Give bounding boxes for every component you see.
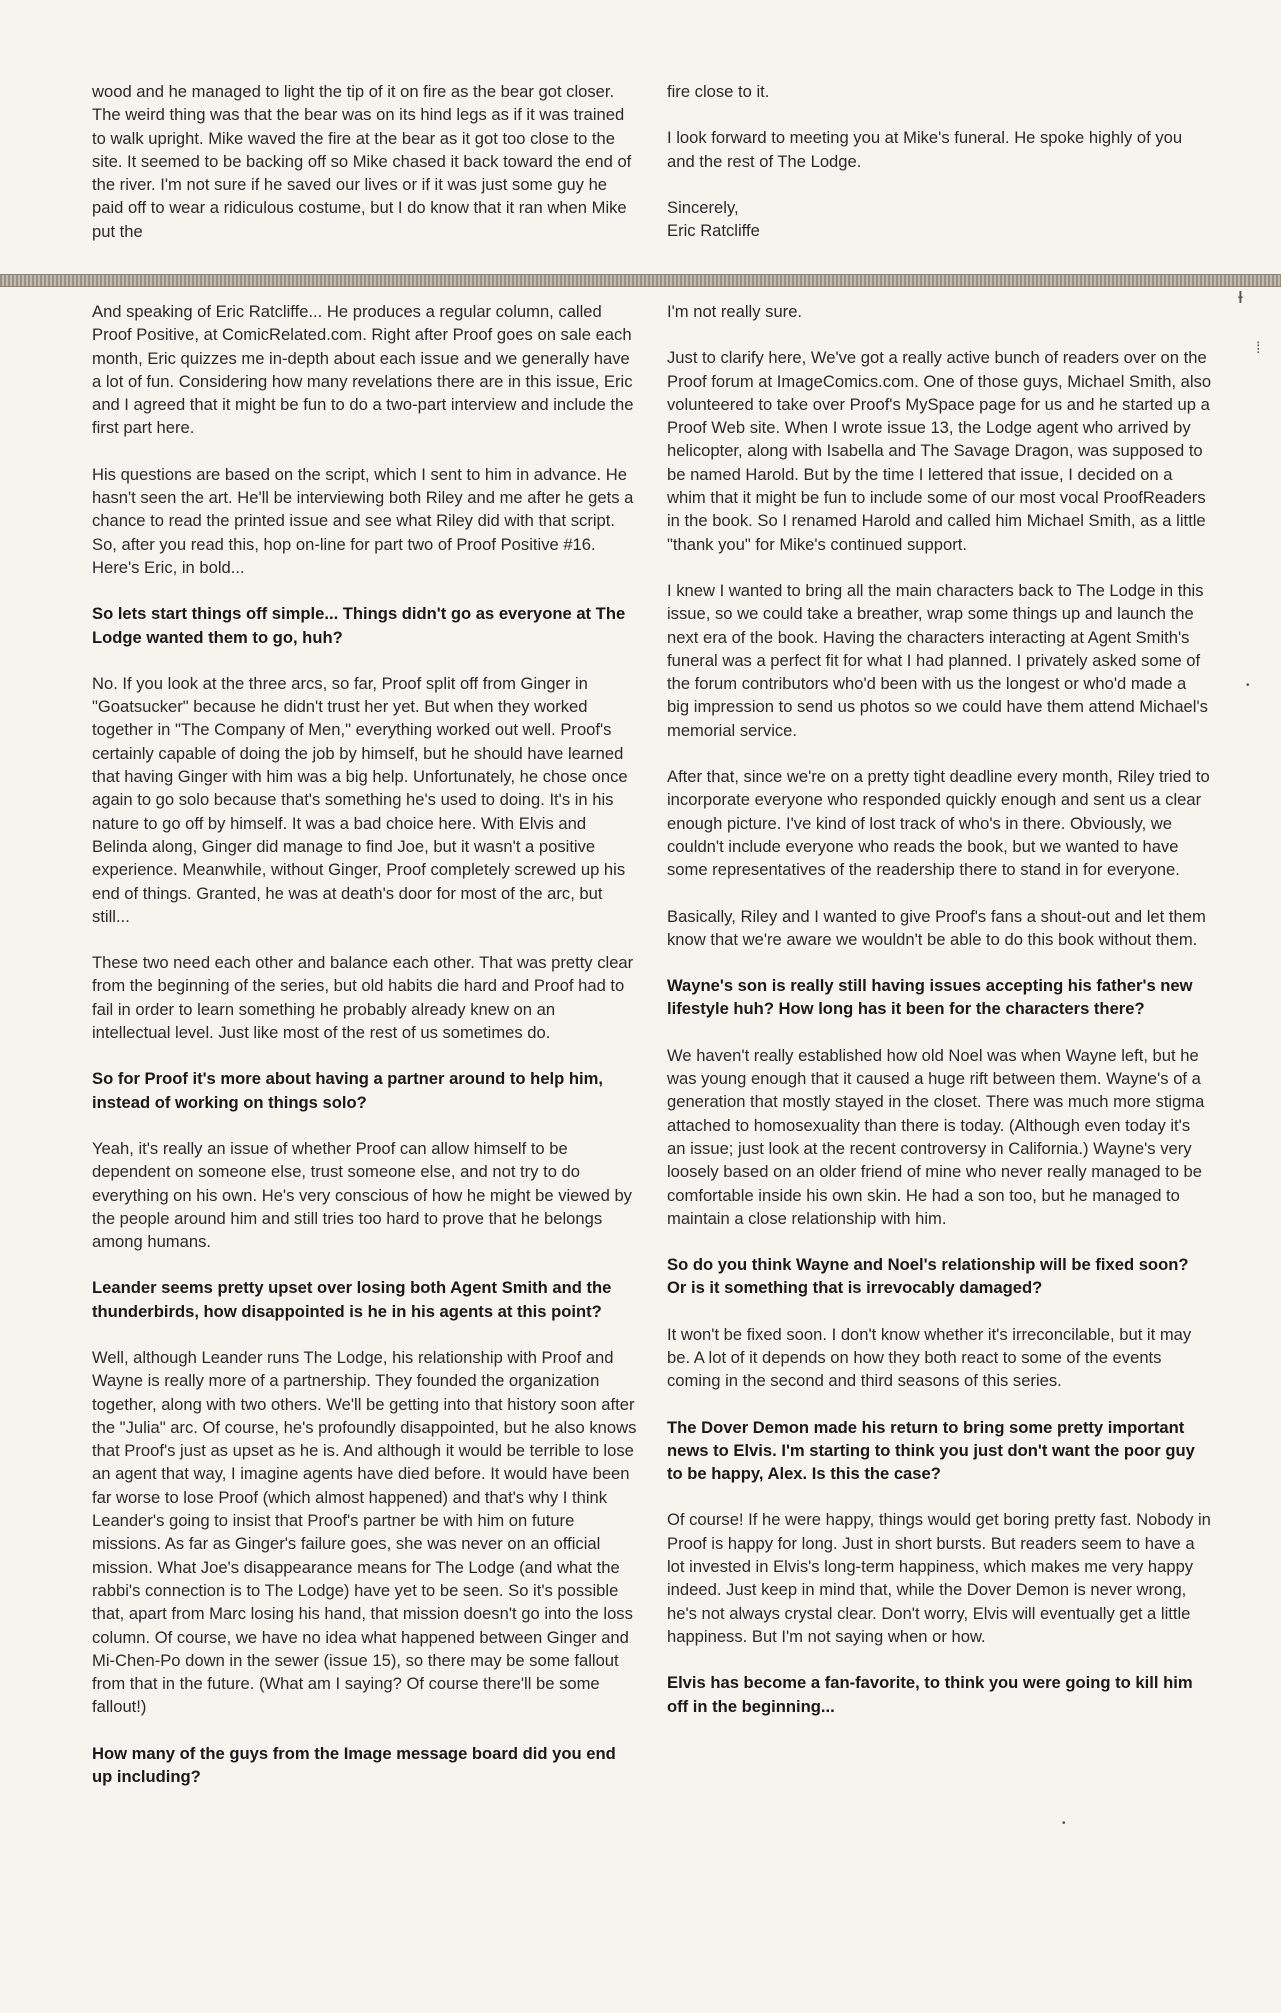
letter-paragraph: wood and he managed to light the tip of it on fire as the bear got closer. The weird thing was that the bear was on its hind legs as if it was trained to walk upright. Mike waved the fire at the bear as it got too close to the site. It seemed to be backing off so Mike chased it back toward the end of the river. I'm not sure if he saved our lives or if it was just some guy he paid off to wear a ridiculous costume, but I do know that it ran when Mike put the: [92, 82, 632, 241]
section-divider: [0, 274, 1281, 287]
interview-answer: No. If you look at the three arcs, so far, Proof split off from Ginger in "Goatsucker" because he didn't trust her yet. But when they worked together in "The Company of Men," everything worked out well. Proof's certainly capable of doing the job by himself, but he should have learned that having Ginger with him was a big help. Unfortunately, he chose once again to go solo because that's something he's used to doing. It's in his nature to go off by himself. It was a bad choice here. With Elvis and Belinda along, Ginger did manage to find Joe, but it wasn't a positive experience. Meanwhile, without Ginger, Proof completely screwed up his end of things. Granted, he was at death's door for most of the arc, but still...: [92, 673, 628, 926]
interview-question: So do you think Wayne and Noel's relationship will be fixed soon? Or is it something that is irrevocably damaged?: [667, 1255, 1189, 1298]
interview-left-column: [92, 300, 637, 1811]
letter-closing: Sincerely,: [667, 197, 739, 217]
interview-right-column: [667, 300, 1212, 1741]
interview-answer: I'm not really sure.: [667, 302, 803, 321]
interview-question: So lets start things off simple... Things didn't go as everyone at The Lodge wanted them to go, huh?: [92, 604, 626, 647]
interview-paragraph: And speaking of Eric Ratcliffe... He produces a regular column, called Proof Positive, at ComicRelated.com. Right after Proof goes on sale each month, Eric quizzes me in-depth about each issue and we generally have a lot of fun. Considering how many revelations there are in this issue, Eric and I agreed that it might be fun to do a two-part interview and include the first part here.: [92, 302, 634, 438]
interview-answer: Well, although Leander runs The Lodge, his relationship with Proof and Wayne is really more of a partnership. They founded the organization together, along with two others. We'll be getting into that history soon after the "Julia" arc. Of course, he's profoundly disappointed, but he also knows that Proof's just as upset as he is. And although it would be terrible to lose an agent that way, I imagine agents have died before. It would have been far worse to lose Proof (which almost happened) and that's why I think Leander's going to insist that Proof's partner be with him on future missions. As far as Ginger's failure goes, she was never on an official mission. What Joe's disappearance means for The Lodge (and what the rabbi's connection is to The Lodge) have yet to be seen. So it's possible that, apart from Marc losing his hand, that mission doesn't go into the loss column. Of course, we have no idea what happened between Ginger and Mi-Chen-Po down in the sewer (issue 15), so there may be some fallout from that in the future. (What am I saying? Of course there'll be some fallout!): [92, 1347, 637, 1717]
interview-question: The Dover Demon made his return to bring some pretty important news to Elvis. I'm starting to think you just don't want the poor guy to be happy, Alex. Is this the case?: [667, 1417, 1195, 1484]
interview-question: How many of the guys from the Image message board did you end up including?: [92, 1743, 616, 1787]
ink-mark: ᵼ: [1238, 283, 1243, 308]
interview-paragraph: His questions are based on the script, which I sent to him in advance. He hasn't seen the art. He'll be interviewing both Riley and me after he gets a chance to read the printed issue and see what Riley did with that script. So, after you read this, hop on-line for part two of Proof Positive #16. Here's Eric, in bold...: [92, 464, 634, 577]
interview-answer: I knew I wanted to bring all the main characters back to The Lodge in this issue, so we could take a breather, wrap some things up and launch the next era of the book. Having the characters interacting at Agent Smith's funeral was a perfect fit for what I had planned. I privately asked some of the forum contributors who'd been with us the longest or who'd made a big impression to send us photos so we could have them attend Michael's memorial service.: [667, 580, 1208, 740]
interview-question: Leander seems pretty upset over losing both Agent Smith and the thunderbirds, how disappointed is he in his agents at this point?: [92, 1278, 612, 1321]
interview-answer: It won't be fixed soon. I don't know whether it's irreconcilable, but it may be. A lot of it depends on how they both react to some of the events coming in the second and third seasons of this series.: [667, 1324, 1192, 1391]
interview-answer: Yeah, it's really an issue of whether Proof can allow himself to be dependent on someone else, trust someone else, and not try to do everything on his own. He's very conscious of how he might be viewed by the people around him and still tries too hard to prove that he belongs among humans.: [92, 1138, 632, 1252]
ink-dot: •: [1246, 680, 1250, 691]
interview-answer: Of course! If he were happy, things would get boring pretty fast. Nobody in Proof is happy for long. Just in short bursts. But readers seem to have a lot invested in Elvis's long-term happiness, which makes me very happy indeed. Just keep in mind that, while the Dover Demon is never wrong, he's not always crystal clear. Don't worry, Elvis will eventually get a little happiness. But I'm not saying when or how.: [667, 1510, 1211, 1646]
letter-paragraph: fire close to it.: [667, 82, 770, 101]
interview-answer: Just to clarify here, We've got a really active bunch of readers over on the Proof forum at ImageComics.com. One of those guys, Michael Smith, also volunteered to take over Proof's MySpace page for us and he started up a Proof Web site. When I wrote issue 13, the Lodge agent who arrived by helicopter, along with Isabella and The Savage Dragon, was supposed to be named Harold. But by the time I lettered that issue, I decided on a whim that it might be fun to include some of our most vocal ProofReaders in the book. So I renamed Harold and called him Michael Smith, as a little "thank you" for Mike's continued support.: [667, 348, 1212, 554]
letter-continuation-right: [667, 80, 1212, 265]
interview-question: Wayne's son is really still having issues accepting his father's new lifestyle huh? How long has it been for the characters there?: [667, 976, 1193, 1019]
letter-paragraph: I look forward to meeting you at Mike's funeral. He spoke highly of you and the rest of The Lodge.: [667, 128, 1183, 171]
letter-signature: Eric Ratcliffe: [667, 221, 760, 241]
ink-mark: ⁞: [1256, 340, 1261, 357]
letter-continuation-left: [92, 80, 637, 266]
ink-dot: •: [1062, 1818, 1066, 1829]
interview-answer: We haven't really established how old Noel was when Wayne left, but he was young enough that it caused a huge rift between them. Wayne's of a generation that mostly stayed in the closet. There was much more stigma attached to homosexuality than there is today. (Although even today it's an issue; just look at the recent controversy in California.) Wayne's very loosely based on an older friend of mine who never really managed to be comfortable inside his own skin. He had a son too, but he managed to maintain a close relationship with him.: [667, 1045, 1205, 1228]
interview-answer: After that, since we're on a pretty tight deadline every month, Riley tried to incorporate everyone who responded quickly enough and sent us a clear enough picture. I've kind of lost track of who's in there. Obviously, we couldn't include everyone who reads the book, but we wanted to have some representatives of the readership there to stand in for everyone.: [667, 767, 1210, 880]
interview-answer: Basically, Riley and I wanted to give Proof's fans a shout-out and let them know that we're aware we wouldn't be able to do this book without them.: [667, 906, 1206, 949]
interview-question: Elvis has become a fan-favorite, to think you were going to kill him off in the beginning...: [667, 1673, 1193, 1716]
interview-answer: These two need each other and balance each other. That was pretty clear from the beginning of the series, but old habits die hard and Proof had to fail in order to learn something he probably already knew on an intellectual level. Just like most of the rest of us sometimes do.: [92, 953, 634, 1043]
interview-question: So for Proof it's more about having a partner around to help him, instead of working on things solo?: [92, 1069, 604, 1112]
